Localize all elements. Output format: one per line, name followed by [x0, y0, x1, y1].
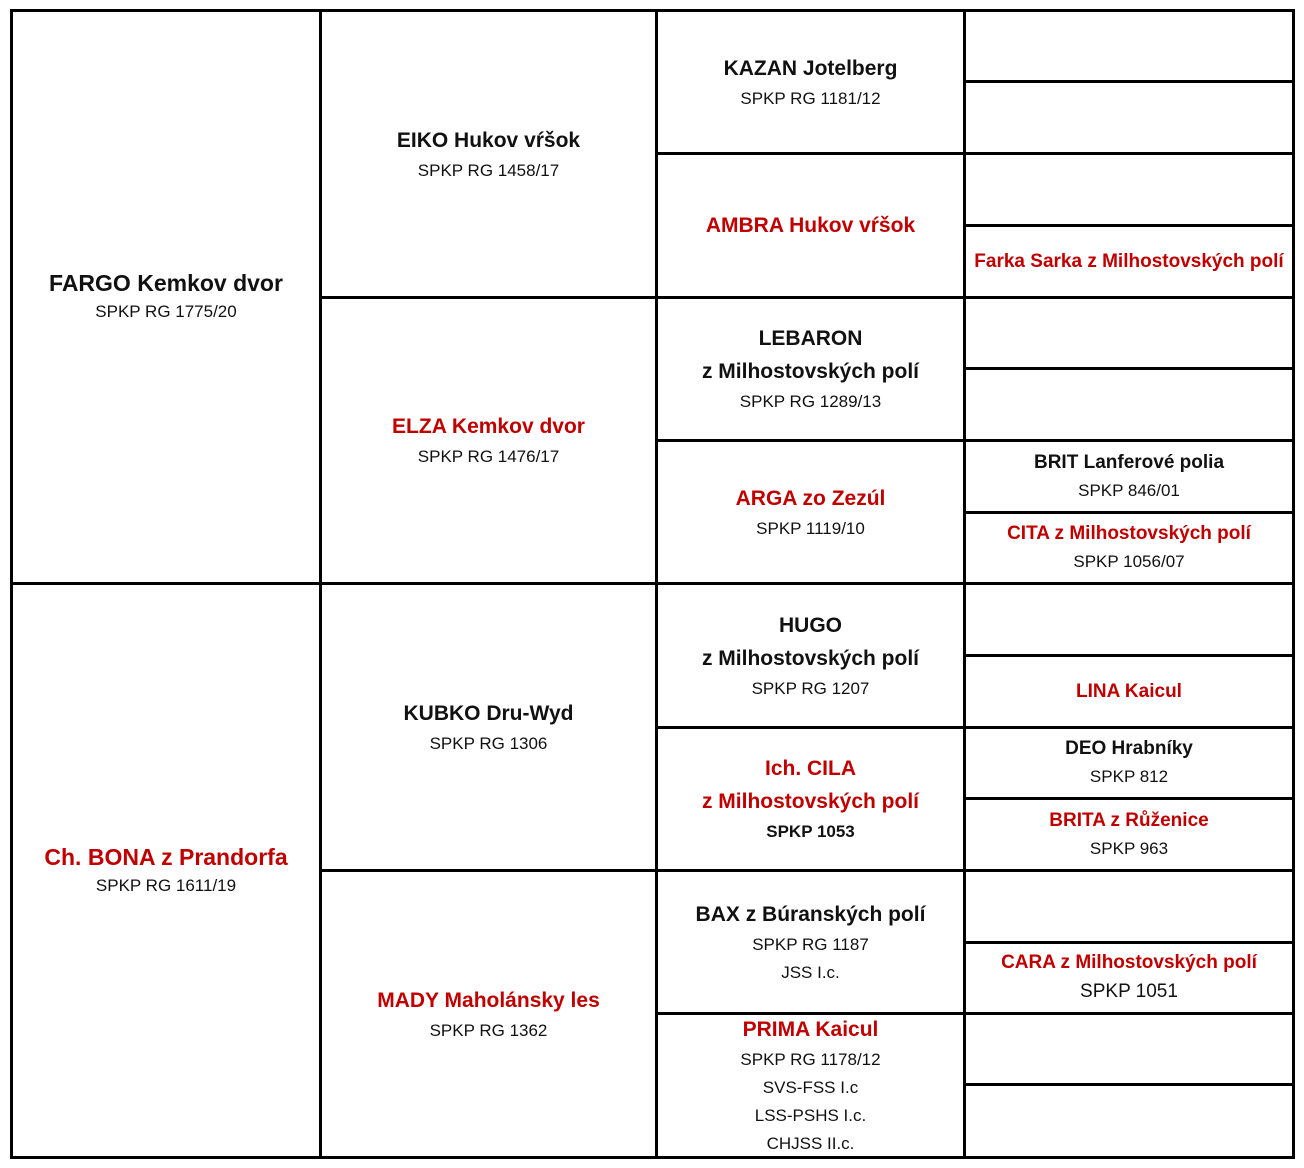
ddd-cell: [658, 1015, 963, 1156]
dsdd-reg: SPKP 963: [1089, 838, 1169, 858]
dam-sire-name: KUBKO Dru-Wyd: [403, 701, 574, 725]
sire-sire-cell: [322, 12, 655, 296]
ddd-title-2: LSS-PSHS I.c.: [754, 1106, 867, 1125]
dsd-name-2: z Milhostovských polí: [701, 790, 920, 813]
sdds-cell: [966, 442, 1292, 511]
sds-name-1: LEBARON: [758, 327, 863, 350]
dds-cell: [658, 872, 963, 1012]
sds-name-2: z Milhostovských polí: [701, 360, 920, 383]
sire-sire-name: EIKO Hukov vŕšok: [396, 128, 581, 152]
dam-sire-cell: [322, 585, 655, 869]
dam-dam-cell: [322, 872, 655, 1156]
dsdd-name: BRITA z Růženice: [1049, 809, 1209, 831]
dss-reg: SPKP RG 1207: [751, 678, 870, 698]
dsds-cell: [966, 729, 1292, 797]
sddd-cell: [966, 514, 1292, 582]
grid-line: [963, 1083, 1295, 1086]
dam-sire-reg: SPKP RG 1306: [429, 733, 548, 753]
dam-reg: SPKP RG 1611/19: [95, 875, 237, 895]
dssd-cell: [966, 657, 1292, 726]
sds-reg: SPKP RG 1289/13: [739, 392, 882, 411]
dds-name: BAX z Búranských polí: [695, 902, 926, 926]
ddd-name: PRIMA Kaicul: [742, 1018, 879, 1041]
sire-cell: [13, 12, 319, 582]
ddsd-reg: SPKP 1051: [1080, 981, 1178, 1002]
dsd-reg: SPKP 1053: [766, 822, 855, 841]
ddsd-name: CARA z Milhostovských polí: [1001, 952, 1257, 973]
sire-dam-cell: [322, 299, 655, 582]
grid-line: [963, 367, 1295, 370]
grid-line: [963, 80, 1295, 83]
sire-name: FARGO Kemkov dvor: [49, 270, 283, 296]
sss-cell: [658, 12, 963, 152]
dam-dam-name: MADY Maholánsky les: [377, 988, 600, 1012]
dssd-name: LINA Kaicul: [1076, 680, 1182, 702]
dds-title: JSS I.c.: [781, 962, 840, 982]
ssdd-name: Farka Sarka z Milhostovských polí: [974, 250, 1284, 272]
dam-dam-reg: SPKP RG 1362: [429, 1020, 548, 1040]
dsd-name-1: Ich. CILA: [764, 757, 856, 780]
sddd-reg: SPKP 1056/07: [1073, 552, 1185, 571]
sds-cell: [658, 299, 963, 439]
dam-name: Ch. BONA z Prandorfa: [44, 843, 288, 870]
ddd-title-1: SVS-FSS I.c: [762, 1078, 859, 1097]
ddsd-cell: [966, 944, 1292, 1012]
dss-name-1: HUGO: [779, 613, 842, 637]
sire-dam-reg: SPKP RG 1476/17: [417, 447, 560, 466]
ssdd-cell: [966, 227, 1292, 296]
dds-reg: SPKP RG 1187: [752, 934, 869, 954]
dss-name-2: z Milhostovských polí: [701, 646, 920, 670]
sdds-name: BRIT Lanferové polia: [1033, 451, 1225, 473]
sdd-name: ARGA zo Zezúl: [735, 486, 886, 510]
ssd-name: AMBRA Hukov vŕšok: [705, 214, 916, 237]
sss-reg: SPKP RG 1181/12: [740, 88, 881, 108]
dsdd-cell: [966, 800, 1292, 869]
sss-name: KAZAN Jotelberg: [723, 56, 898, 80]
dsds-name: DEO Hrabníky: [1065, 738, 1193, 759]
ssd-cell: [658, 155, 963, 296]
sddd-name: CITA z Milhostovských polí: [1007, 523, 1251, 544]
dsds-reg: SPKP 812: [1089, 767, 1169, 786]
sdd-reg: SPKP 1119/10: [756, 518, 865, 538]
ddd-reg: SPKP RG 1178/12: [740, 1050, 881, 1069]
dam-cell: [13, 585, 319, 1156]
sire-sire-reg: SPKP RG 1458/17: [417, 160, 560, 180]
sdds-reg: SPKP 846/01: [1078, 480, 1180, 500]
grid-line: [10, 1156, 1295, 1159]
sire-dam-name: ELZA Kemkov dvor: [392, 415, 585, 438]
ddd-title-3: CHJSS II.c.: [766, 1134, 855, 1153]
dss-cell: [658, 585, 963, 726]
dsd-cell: [658, 729, 963, 869]
sdd-cell: [658, 442, 963, 582]
sire-reg: SPKP RG 1775/20: [95, 302, 237, 321]
pedigree-table: [10, 9, 1295, 1159]
